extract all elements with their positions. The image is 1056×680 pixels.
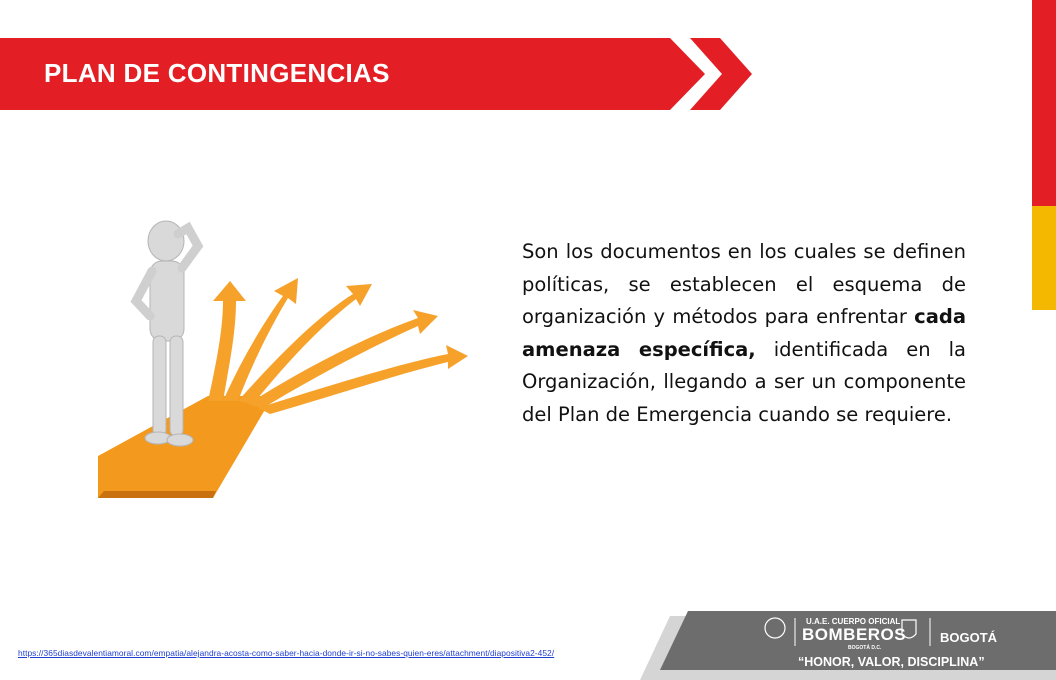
- agency-name-top: U.A.E. CUERPO OFICIAL: [806, 617, 901, 626]
- footer-branding: [640, 606, 1056, 680]
- agency-name-city: BOGOTÁ D.C.: [848, 645, 882, 651]
- page-title: PLAN DE CONTINGENCIAS: [44, 58, 390, 88]
- edge-accent-yellow: [1032, 206, 1056, 310]
- source-link[interactable]: https://365diasdevalentiamoral.com/empatia/alejandra-acosta-como-saber-hacia-donde-ir-si-no-sabes-quien-eres/attachment/diapositiva2-452/: [18, 648, 555, 658]
- arrow-shapes: [208, 278, 468, 414]
- definition-emphasis: cada amenaza específica,: [522, 305, 966, 361]
- motto-text: “HONOR, VALOR, DISCIPLINA”: [798, 655, 985, 669]
- city-logo-text: BOGOTÁ: [940, 630, 998, 645]
- agency-name-main: BOMBEROS: [802, 625, 907, 644]
- definition-text-part1: Son los documentos en los cuales se definen políticas, se establecen el esquema de organización y métodos para enfrentar: [522, 240, 966, 328]
- definition-paragraph: [522, 236, 966, 431]
- definition-text-part2: identificada en la Organización, llegando a ser un componente del Plan de Emergencia cuando se requiere.: [522, 337, 966, 426]
- crossroads-illustration: [98, 206, 478, 498]
- edge-accent-red: [1032, 0, 1056, 206]
- title-banner: [0, 38, 760, 110]
